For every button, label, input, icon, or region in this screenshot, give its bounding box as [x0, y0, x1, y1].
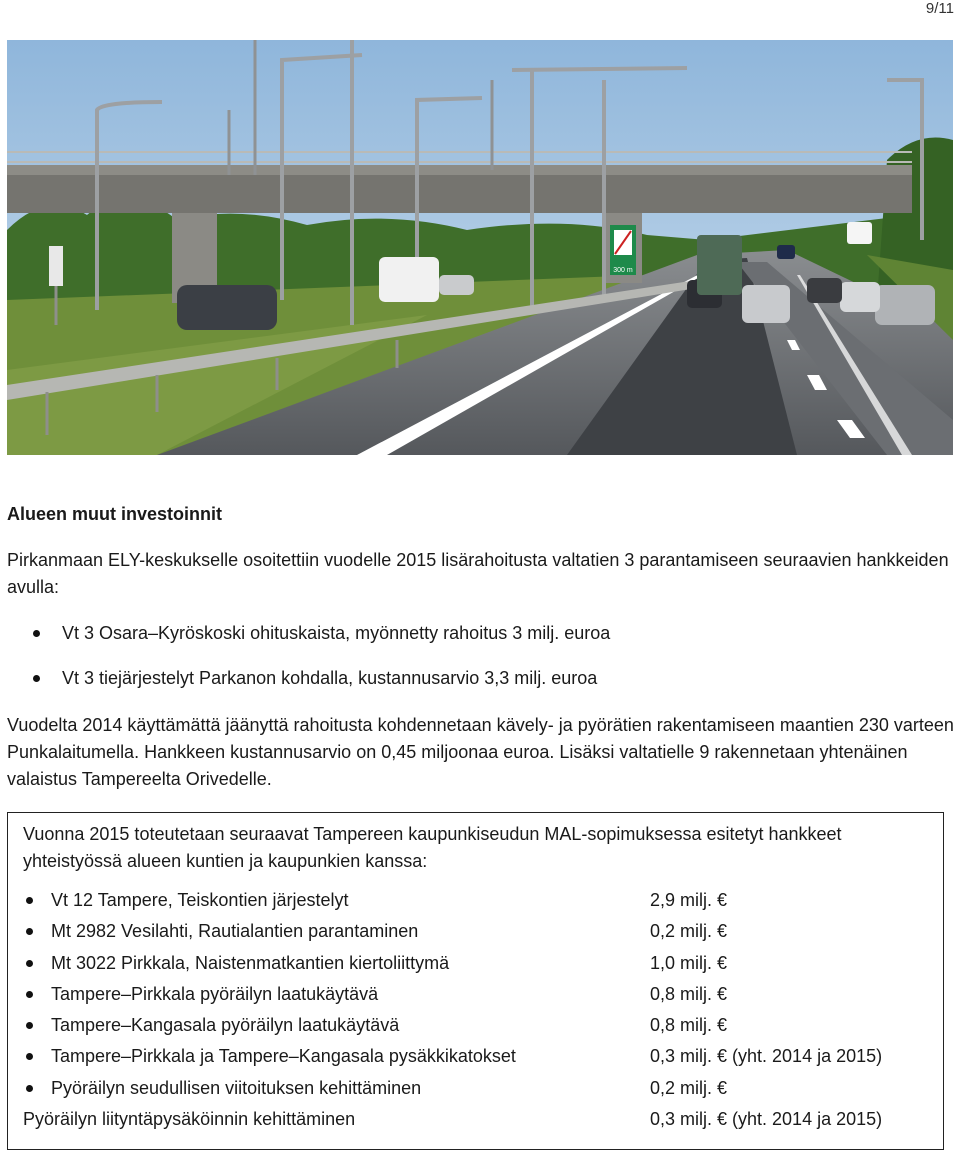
list-item: [23, 1010, 933, 1041]
project-cost: 0,2 milj. €: [650, 921, 728, 942]
list-item: [23, 979, 933, 1010]
funding-bullet-list: [7, 620, 610, 710]
list-item: [23, 948, 933, 979]
project-name: Tampere–Pirkkala ja Tampere–Kangasala pysäkkikatokset: [51, 1046, 516, 1067]
project-cost: 1,0 milj. €: [650, 952, 728, 973]
body-paragraph: Vuodelta 2014 käyttämättä jäänyttä rahoitusta kohdennetaan kävely- ja pyörätien rakentamiseen maantien 230 varteen Punkalaitumella. Hankkeen kustannusarvio on 0,45 miljoonaa euroa. Lisäksi valtatielle 9 rakennetaan yhtenäinen valaistus Tampereelta Orivedelle.: [7, 715, 954, 789]
list-item: Vt 3 Osara–Kyröskoski ohituskaista, myönnetty rahoitus 3 milj. euroa: [7, 620, 610, 665]
project-name: Tampere–Kangasala pyöräilyn laatukäytävä: [51, 1015, 400, 1036]
list-item: [23, 885, 933, 916]
highway-photo: [7, 40, 953, 455]
intro-paragraph: Pirkanmaan ELY-keskukselle osoitettiin vuodelle 2015 lisärahoitusta valtatien 3 parantamiseen seuraavien hankkeiden avulla:: [7, 550, 949, 597]
project-name: Tampere–Pirkkala pyöräilyn laatukäytävä: [51, 983, 379, 1004]
project-name: Pyöräilyn liityntäpysäköinnin kehittäminen: [23, 1109, 356, 1130]
project-name: Mt 3022 Pirkkala, Naistenmatkantien kiertoliittymä: [51, 952, 450, 973]
list-item: [23, 1041, 933, 1072]
project-cost: 0,8 milj. €: [650, 1015, 728, 1036]
project-cost: 0,2 milj. €: [650, 1077, 728, 1098]
project-cost: 0,3 milj. € (yht. 2014 ja 2015): [650, 1046, 883, 1067]
list-item: [23, 1073, 933, 1104]
list-item: [23, 1104, 933, 1135]
project-name: Pyöräilyn seudullisen viitoituksen kehittäminen: [51, 1077, 422, 1098]
list-item: Vt 3 tiejärjestelyt Parkanon kohdalla, kustannusarvio 3,3 milj. euroa: [7, 665, 610, 710]
project-cost: 0,3 milj. € (yht. 2014 ja 2015): [650, 1109, 883, 1130]
mal-projects-box: [7, 812, 944, 1150]
list-item: [23, 916, 933, 947]
page-number: 9/11: [925, 0, 954, 17]
box-intro: Vuonna 2015 toteutetaan seuraavat Tampereen kaupunkiseudun MAL-sopimuksessa esitetyt hankkeet yhteistyössä alueen kuntien ja kaupunkien kanssa:: [23, 824, 842, 871]
project-cost: 2,9 milj. €: [650, 890, 728, 910]
project-list: [23, 885, 933, 1135]
project-cost: 0,8 milj. €: [650, 983, 728, 1004]
photo-sign-text: 300 m: [613, 267, 633, 274]
project-name: Vt 12 Tampere, Teiskontien järjestelyt: [51, 890, 349, 910]
section-heading: Alueen muut investoinnit: [7, 504, 223, 524]
project-name: Mt 2982 Vesilahti, Rautialantien parantaminen: [51, 921, 419, 942]
